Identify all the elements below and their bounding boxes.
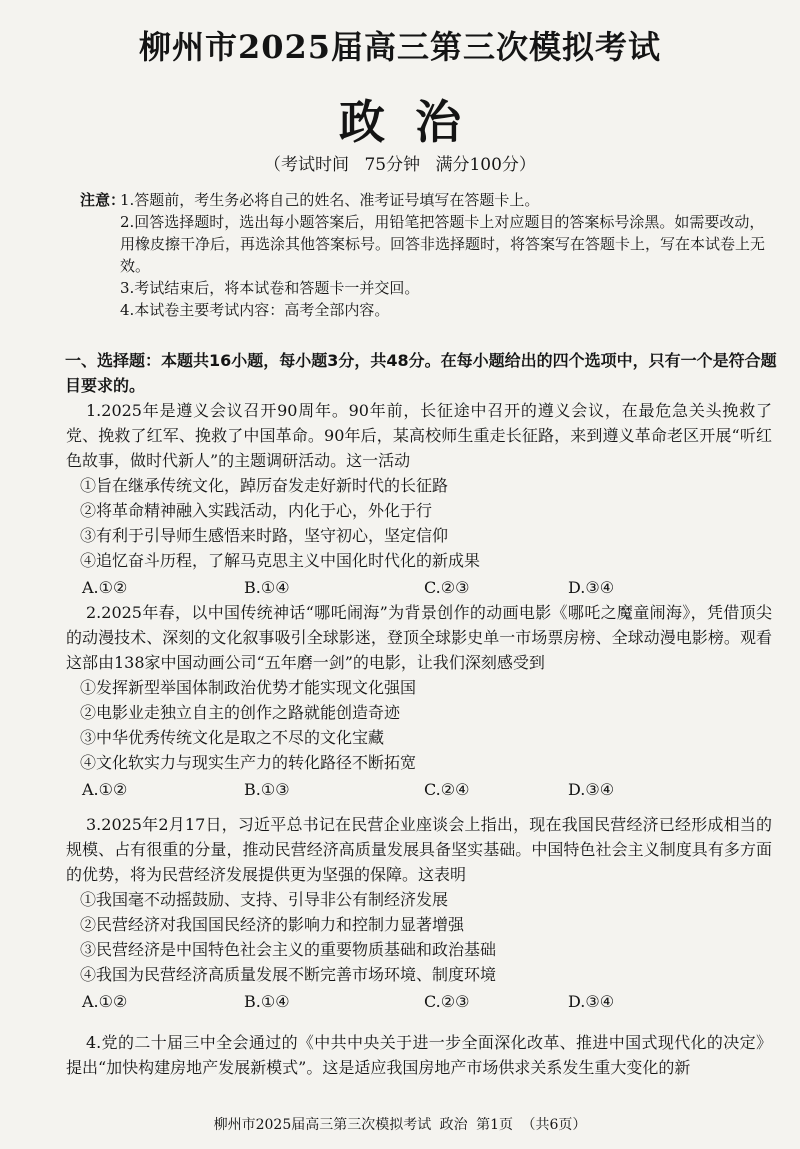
question-option: ②将革命精神融入实践活动，内化于心，外化于行: [80, 501, 433, 520]
subject-title: 政治: [339, 95, 491, 149]
question-3: [66, 812, 772, 1014]
exam-title: 柳州市2025届高三第三次模拟考试: [138, 28, 662, 66]
notice-item: [80, 211, 770, 277]
choice-a: A.①②: [82, 780, 128, 799]
question-1: [66, 398, 772, 600]
exam-info: （考试时间 75分钟 满分100分）: [264, 155, 536, 175]
page-footer: 柳州市2025届高三第三次模拟考试 政治 第1页 （共6页）: [213, 1117, 587, 1133]
notice-item-text: 3.考试结束后，将本试卷和答题卡一并交回。: [120, 279, 420, 297]
question-option: ②民营经济对我国国民经济的影响力和控制力显著增强: [80, 915, 465, 934]
question-option: ④我国为民营经济高质量发展不断完善市场环境、制度环境: [80, 965, 497, 984]
question-4: [66, 1030, 772, 1080]
question-stem: 4.党的二十届三中全会通过的《中共中央关于进一步全面深化改革、推进中国式现代化的决定》提出“加快构建房地产发展新模式”。这是适应我国房地产市场供求关系发生重大变化的新: [66, 1033, 772, 1077]
question-option: ②电影业走独立自主的创作之路就能创造奇迹: [80, 703, 401, 722]
choice-d: D.③④: [568, 992, 615, 1011]
choice-b: B.①④: [244, 992, 290, 1011]
notice-item-text: 2.回答选择题时，选出每小题答案后，用铅笔把答题卡上对应题目的答案标号涂黑。如需要改动，用橡皮擦干净后，再选涂其他答案标号。回答非选择题时，将答案写在答题卡上，写在本试卷上无效。: [120, 213, 766, 275]
notice-block: [80, 189, 770, 321]
question-2: [66, 600, 772, 802]
notice-item-text: 4.本试卷主要考试内容：高考全部内容。: [120, 301, 390, 319]
notice-label: 注意：: [80, 191, 126, 209]
choice-a: A.①②: [82, 578, 128, 597]
choice-c: C.②③: [424, 578, 470, 597]
question-option: ①发挥新型举国体制政治优势才能实现文化强国: [80, 678, 417, 697]
question-option: ③民营经济是中国特色社会主义的重要物质基础和政治基础: [80, 940, 497, 959]
choice-a: A.①②: [82, 992, 128, 1011]
question-option: ①旨在继承传统文化，踔厉奋发走好新时代的长征路: [80, 476, 449, 495]
choice-c: C.②③: [424, 992, 470, 1011]
choice-b: B.①③: [244, 780, 290, 799]
question-stem: 2.2025年春，以中国传统神话“哪吒闹海”为背景创作的动画电影《哪吒之魔童闹海》，凭借顶尖的动漫技术、深刻的文化叙事吸引全球影迷，登顶全球影史单一市场票房榜、全球动漫电影榜。观看这部由138家中国动画公司“五年磨一剑”的电影，让我们深刻感受到: [66, 603, 772, 672]
choice-d: D.③④: [568, 578, 615, 597]
notice-item: [80, 277, 770, 299]
question-option: ④文化软实力与现实生产力的转化路径不断拓宽: [80, 753, 417, 772]
question-stem: 1.2025年是遵义会议召开90周年。90年前，长征途中召开的遵义会议，在最危急关头挽救了党、挽救了红军、挽救了中国革命。90年后，某高校师生重走长征路，来到遵义革命老区开展“听红色故事，做时代新人”的主题调研活动。这一活动: [66, 401, 772, 470]
choice-b: B.①④: [244, 578, 290, 597]
notice-item: [80, 189, 770, 211]
question-option: ④追忆奋斗历程，了解马克思主义中国化时代化的新成果: [80, 551, 481, 570]
question-option: ①我国毫不动摇鼓励、支持、引导非公有制经济发展: [80, 890, 449, 909]
question-option: ③中华优秀传统文化是取之不尽的文化宝藏: [80, 728, 385, 747]
choice-c: C.②④: [424, 780, 470, 799]
answer-choices: [66, 575, 772, 600]
notice-item-text: 1.答题前，考生务必将自己的姓名、准考证号填写在答题卡上。: [120, 191, 540, 209]
notice-item: [80, 299, 770, 321]
answer-choices: [66, 777, 772, 802]
question-stem: 3.2025年2月17日，习近平总书记在民营企业座谈会上指出，现在我国民营经济已经形成相当的规模、占有很重的分量，推动民营经济高质量发展具备坚实基础。中国特色社会主义制度具有多方面的优势，将为民营经济发展提供更为坚强的保障。这表明: [66, 815, 772, 884]
choice-d: D.③④: [568, 780, 615, 799]
question-option: ③有利于引导师生感悟来时路，坚守初心，坚定信仰: [80, 526, 449, 545]
answer-choices: [66, 989, 772, 1014]
section-heading: 一、选择题：本题共16小题，每小题3分，共48分。在每小题给出的四个选项中，只有一个是符合题目要求的。: [65, 351, 777, 395]
